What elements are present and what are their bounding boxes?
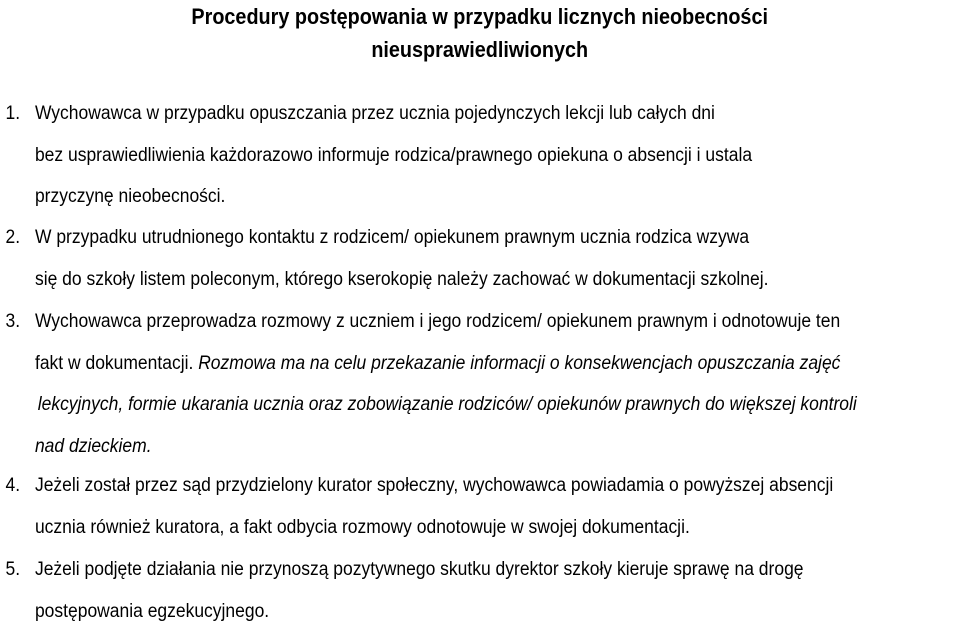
item-text: Wychowawca w przypadku opuszczania przez ucznia pojedynczych lekcji lub całych dni bbox=[35, 103, 715, 124]
item-number: 1. bbox=[0, 93, 35, 135]
list-item-line bbox=[0, 465, 833, 507]
list-item-line bbox=[0, 93, 752, 135]
item-text: ucznia również kuratora, a fakt odbycia rozmowy odnotowuje w swojej dokumentacji. bbox=[35, 517, 690, 538]
item-text-italic: lekcyjnych, formie ukarania ucznia oraz zobowiązanie rodziców/ opiekunów prawnych do większej kontroli bbox=[38, 394, 857, 415]
list-item-line bbox=[0, 301, 857, 343]
item-text-italic: Rozmowa ma na celu przekazanie informacji o konsekwencjach opuszczania zajęć bbox=[198, 353, 840, 374]
item-text: fakt w dokumentacji. bbox=[35, 353, 193, 374]
item-text: Wychowawca przeprowadza rozmowy z uczniem i jego rodzicem/ opiekunem prawnym i odnotowuje ten bbox=[35, 311, 840, 332]
list-item-4 bbox=[0, 465, 833, 548]
list-item-line bbox=[0, 176, 752, 218]
list-item-line bbox=[0, 135, 752, 177]
title-line-1: Procedury postępowania w przypadku licznych nieobecności bbox=[0, 0, 959, 33]
list-item-1 bbox=[0, 93, 752, 218]
list-item-5 bbox=[0, 549, 804, 632]
list-item-line bbox=[0, 343, 857, 385]
list-item-line bbox=[0, 507, 833, 549]
item-number: 4. bbox=[0, 465, 35, 507]
item-text: przyczynę nieobecności. bbox=[35, 186, 225, 207]
item-number: 3. bbox=[0, 301, 35, 343]
list-item-line bbox=[0, 259, 769, 301]
list-item-2 bbox=[0, 217, 769, 300]
item-text: Jeżeli podjęte działania nie przynoszą pozytywnego skutku dyrektor szkoły kieruje sprawę na drogę bbox=[35, 559, 804, 580]
list-item-3 bbox=[0, 301, 857, 467]
list-item-line bbox=[0, 426, 857, 468]
item-text: Jeżeli został przez sąd przydzielony kurator społeczny, wychowawca powiadamia o powyższej absencji bbox=[35, 475, 833, 496]
list-item-line bbox=[0, 384, 857, 426]
list-item-line bbox=[0, 549, 804, 591]
list-item-line bbox=[0, 591, 804, 632]
document-title bbox=[0, 0, 959, 66]
item-text: się do szkoły listem poleconym, którego kserokopię należy zachować w dokumentacji szkolnej. bbox=[35, 269, 769, 290]
item-number: 5. bbox=[0, 549, 35, 591]
item-number: 2. bbox=[0, 217, 35, 259]
title-line-2: nieusprawiedliwionych bbox=[0, 33, 959, 66]
item-text: W przypadku utrudnionego kontaktu z rodzicem/ opiekunem prawnym ucznia rodzica wzywa bbox=[35, 227, 749, 248]
item-text-italic: nad dzieckiem. bbox=[35, 436, 152, 457]
list-item-line bbox=[0, 217, 769, 259]
item-text: bez usprawiedliwienia każdorazowo informuje rodzica/prawnego opiekuna o absencji i ustala bbox=[35, 145, 752, 166]
item-text: postępowania egzekucyjnego. bbox=[35, 601, 269, 622]
